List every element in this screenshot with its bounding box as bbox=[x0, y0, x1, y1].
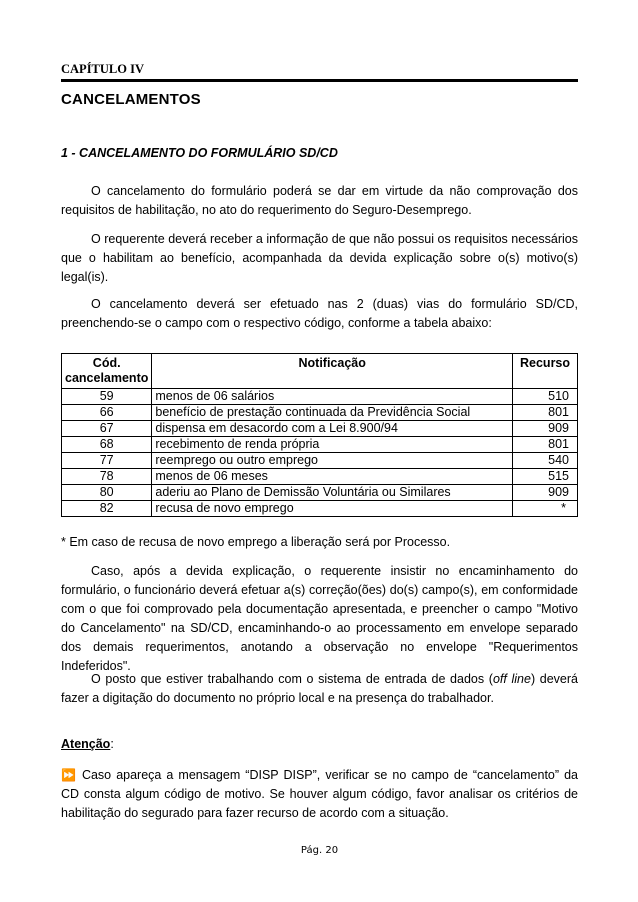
cell-notification: recusa de novo emprego bbox=[152, 501, 513, 517]
chapter-heading: CAPÍTULO IV bbox=[61, 62, 144, 76]
table-row bbox=[62, 501, 578, 517]
cell-code: 80 bbox=[62, 485, 152, 501]
cell-resource: 909 bbox=[513, 421, 578, 437]
paragraph-2: O requerente deverá receber a informação de que não possui os requisitos necessários que o habilitam ao benefício, acompanhada da devida explicação sobre o(s) motivo(s) legal(is). bbox=[61, 232, 578, 284]
cell-notification: recebimento de renda própria bbox=[152, 437, 513, 453]
paragraph-5 bbox=[61, 670, 578, 708]
cell-notification: menos de 06 salários bbox=[152, 389, 513, 405]
table-header-row bbox=[62, 354, 578, 389]
cell-code: 77 bbox=[62, 453, 152, 469]
cell-resource: 801 bbox=[513, 405, 578, 421]
paragraph-3: O cancelamento deverá ser efetuado nas 2 (duas) vias do formulário SD/CD, preenchendo-se o campo com o respectivo código, conforme a tabela abaixo: bbox=[61, 297, 578, 330]
attention-heading bbox=[61, 737, 114, 751]
cell-code: 68 bbox=[62, 437, 152, 453]
table-row bbox=[62, 405, 578, 421]
offline-term: off line bbox=[492, 672, 531, 686]
paragraph-5-start: O posto que estiver trabalhando com o sistema de entrada de dados ( bbox=[91, 672, 493, 686]
cell-notification: benefício de prestação continuada da Previdência Social bbox=[152, 405, 513, 421]
cell-code: 82 bbox=[62, 501, 152, 517]
cell-notification: reemprego ou outro emprego bbox=[152, 453, 513, 469]
cell-code: 59 bbox=[62, 389, 152, 405]
cell-resource: * bbox=[513, 501, 578, 517]
paragraph-5-end: ) deverá fazer a digitação do documento no próprio local e na presença do trabalhador. bbox=[61, 672, 578, 705]
section-title: CANCELAMENTOS bbox=[61, 91, 201, 108]
paragraph-4: Caso, após a devida explicação, o requerente insistir no encaminhamento do formulário, o funcionário deverá efetuar a(s) correção(ões) do(s) campo(s), em conformidade com o que foi comprovado pela documentação apresentada, e preencher o campo "Motivo do Cancelamento" na SD/CD, encaminhando-o ao processamento em envelope separado dos demais requerimentos, anotando a observação no envelope "Requerimentos Indeferidos". bbox=[61, 564, 578, 673]
paragraph-1: O cancelamento do formulário poderá se dar em virtude da não comprovação dos requisitos de habilitação, no ato do requerimento do Seguro-Desemprego. bbox=[61, 184, 578, 217]
subsection-title: 1 - CANCELAMENTO DO FORMULÁRIO SD/CD bbox=[61, 146, 338, 160]
cell-notification: dispensa em desacordo com a Lei 8.900/94 bbox=[152, 421, 513, 437]
table-row bbox=[62, 389, 578, 405]
table-footnote: * Em caso de recusa de novo emprego a liberação será por Processo. bbox=[61, 535, 451, 549]
table-row bbox=[62, 453, 578, 469]
cell-notification: menos de 06 meses bbox=[152, 469, 513, 485]
cell-resource: 801 bbox=[513, 437, 578, 453]
cell-code: 78 bbox=[62, 469, 152, 485]
page-number: Pág. 20 bbox=[300, 845, 339, 856]
double-arrow-right-icon: ⏩ bbox=[61, 768, 76, 782]
attention-colon: : bbox=[110, 737, 114, 751]
column-header-code: Cód. cancelamento bbox=[62, 354, 152, 389]
cell-notification: aderiu ao Plano de Demissão Voluntária ou Similares bbox=[152, 485, 513, 501]
column-header-resource: Recurso bbox=[513, 354, 578, 389]
header-rule bbox=[61, 79, 578, 82]
attention-label: Atenção bbox=[61, 737, 111, 751]
bullet-text: Caso apareça a mensagem “DISP DISP”, verificar se no campo de “cancelamento” da CD consta algum código de motivo. Se houver algum código, favor analisar os critérios de habilitação do segurado para fazer recurso de acordo com a situação. bbox=[61, 768, 578, 820]
column-header-notification: Notificação bbox=[152, 354, 513, 389]
table-row bbox=[62, 421, 578, 437]
table-row bbox=[62, 437, 578, 453]
table-row bbox=[62, 469, 578, 485]
cell-resource: 540 bbox=[513, 453, 578, 469]
table-row bbox=[62, 485, 578, 501]
cell-resource: 909 bbox=[513, 485, 578, 501]
cell-code: 67 bbox=[62, 421, 152, 437]
cell-resource: 510 bbox=[513, 389, 578, 405]
attention-bullet bbox=[61, 766, 578, 823]
cell-resource: 515 bbox=[513, 469, 578, 485]
cancellation-codes-table bbox=[61, 353, 578, 517]
cell-code: 66 bbox=[62, 405, 152, 421]
